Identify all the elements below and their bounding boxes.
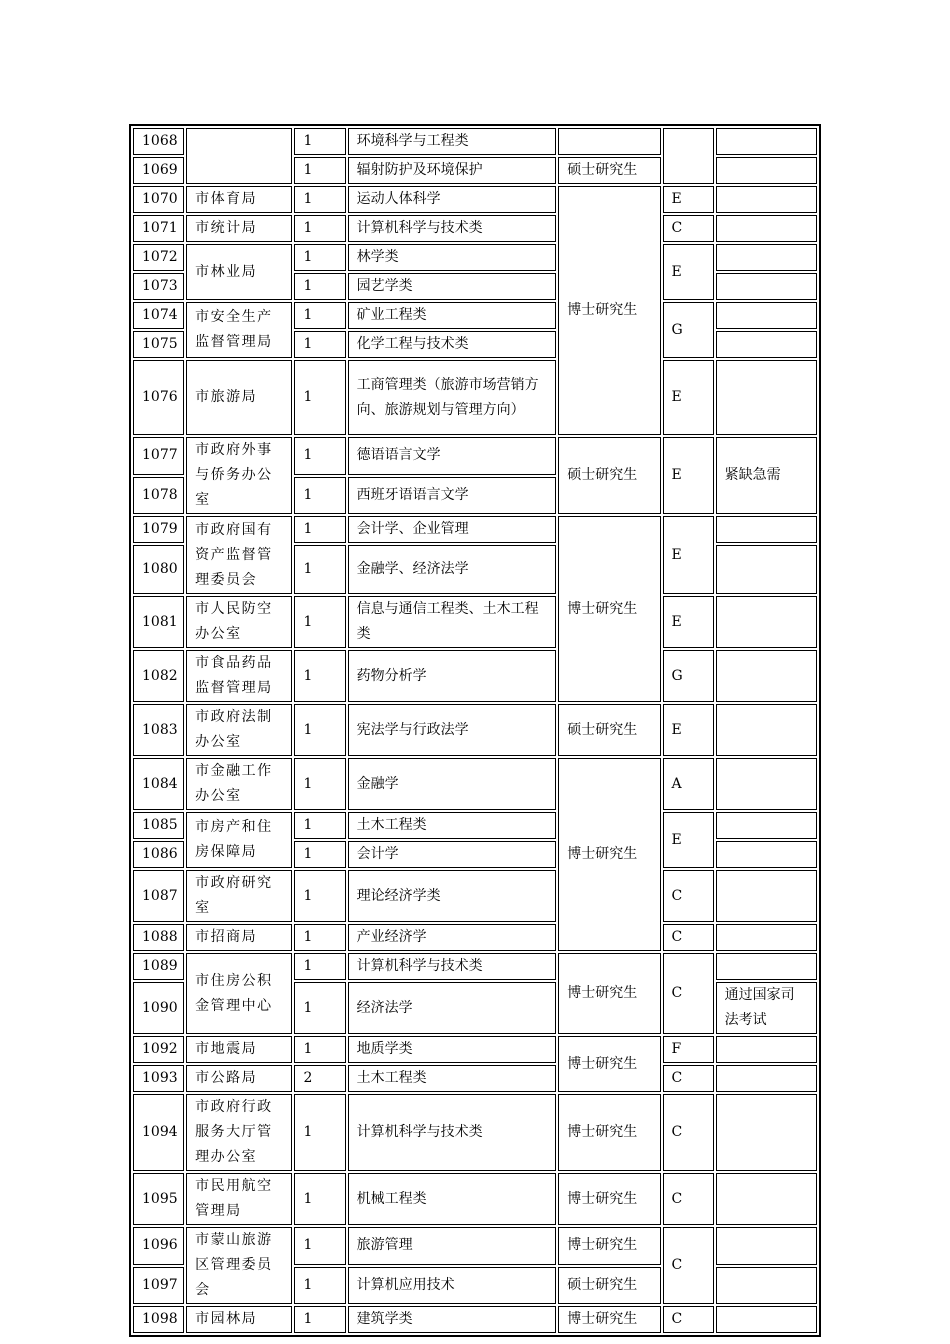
department: 市政府行政服务大厅管理办公室 [186, 1094, 292, 1171]
headcount: 1 [294, 437, 345, 475]
position-id: 1095 [133, 1173, 184, 1225]
category: C [663, 1065, 714, 1092]
table-row [133, 812, 817, 839]
recruitment-table [129, 124, 821, 1337]
remark [716, 1065, 817, 1092]
headcount: 1 [294, 953, 345, 980]
position-id: 1086 [133, 841, 184, 868]
headcount: 1 [294, 516, 345, 543]
major: 西班牙语语言文学 [348, 477, 557, 515]
major: 辐射防护及环境保护 [348, 157, 557, 184]
remark [716, 924, 817, 951]
headcount: 1 [294, 360, 345, 435]
major: 会计学、企业管理 [348, 516, 557, 543]
category: G [663, 302, 714, 358]
table-row [133, 128, 817, 155]
department [186, 128, 292, 184]
position-id: 1076 [133, 360, 184, 435]
table-row [133, 924, 817, 951]
remark [716, 650, 817, 702]
position-id: 1089 [133, 953, 184, 980]
table-row [133, 1306, 817, 1333]
position-id: 1090 [133, 982, 184, 1034]
position-id: 1096 [133, 1227, 184, 1265]
major: 林学类 [348, 244, 557, 271]
position-id: 1081 [133, 596, 184, 648]
headcount: 1 [294, 650, 345, 702]
major: 运动人体科学 [348, 186, 557, 213]
category [663, 128, 714, 184]
remark: 通过国家司法考试 [716, 982, 817, 1034]
major: 计算机科学与技术类 [348, 953, 557, 980]
remark [716, 1173, 817, 1225]
table-row [133, 1173, 817, 1225]
major: 旅游管理 [348, 1227, 557, 1265]
remark [716, 812, 817, 839]
headcount: 1 [294, 1267, 345, 1305]
category: E [663, 596, 714, 648]
headcount: 1 [294, 841, 345, 868]
headcount: 1 [294, 186, 345, 213]
major: 机械工程类 [348, 1173, 557, 1225]
headcount: 1 [294, 704, 345, 756]
major: 园艺学类 [348, 273, 557, 300]
position-id: 1080 [133, 545, 184, 594]
degree: 博士研究生 [558, 1173, 660, 1225]
department: 市地震局 [186, 1036, 292, 1063]
department: 市人民防空办公室 [186, 596, 292, 648]
department: 市政府国有资产监督管理委员会 [186, 516, 292, 594]
category: C [663, 215, 714, 242]
category: E [663, 360, 714, 435]
headcount: 1 [294, 758, 345, 810]
major: 金融学 [348, 758, 557, 810]
degree: 博士研究生 [558, 516, 660, 702]
remark [716, 244, 817, 271]
headcount: 1 [294, 596, 345, 648]
remark [716, 545, 817, 594]
table-row [133, 1227, 817, 1265]
major: 计算机科学与技术类 [348, 215, 557, 242]
remark [716, 953, 817, 980]
headcount: 1 [294, 870, 345, 922]
position-id: 1085 [133, 812, 184, 839]
degree: 博士研究生 [558, 953, 660, 1034]
remark [716, 273, 817, 300]
category: F [663, 1036, 714, 1063]
table-row [133, 953, 817, 980]
major: 土木工程类 [348, 812, 557, 839]
table-row [133, 437, 817, 475]
department: 市金融工作办公室 [186, 758, 292, 810]
recruitment-table-container [129, 124, 821, 1337]
major: 工商管理类（旅游市场营销方向、旅游规划与管理方向） [348, 360, 557, 435]
major: 德语语言文学 [348, 437, 557, 475]
major: 宪法学与行政法学 [348, 704, 557, 756]
position-id: 1071 [133, 215, 184, 242]
department: 市政府法制办公室 [186, 704, 292, 756]
headcount: 1 [294, 157, 345, 184]
headcount: 1 [294, 1227, 345, 1265]
remark [716, 516, 817, 543]
department: 市安全生产监督管理局 [186, 302, 292, 358]
remark [716, 157, 817, 184]
position-id: 1093 [133, 1065, 184, 1092]
major: 土木工程类 [348, 1065, 557, 1092]
degree: 硕士研究生 [558, 437, 660, 514]
headcount: 1 [294, 302, 345, 329]
position-id: 1070 [133, 186, 184, 213]
category: C [663, 1094, 714, 1171]
table-row [133, 215, 817, 242]
category: C [663, 1227, 714, 1304]
degree: 博士研究生 [558, 186, 660, 435]
category: E [663, 186, 714, 213]
department: 市园林局 [186, 1306, 292, 1333]
category: C [663, 870, 714, 922]
category: E [663, 437, 714, 514]
department: 市民用航空管理局 [186, 1173, 292, 1225]
table-row [133, 870, 817, 922]
degree: 硕士研究生 [558, 157, 660, 184]
department: 市蒙山旅游区管理委员会 [186, 1227, 292, 1304]
table-row [133, 302, 817, 329]
category: E [663, 812, 714, 868]
major: 地质学类 [348, 1036, 557, 1063]
category: C [663, 1306, 714, 1333]
position-id: 1092 [133, 1036, 184, 1063]
department: 市政府研究室 [186, 870, 292, 922]
position-id: 1077 [133, 437, 184, 475]
remark [716, 1267, 817, 1305]
remark [716, 186, 817, 213]
headcount: 1 [294, 812, 345, 839]
headcount: 1 [294, 1094, 345, 1171]
position-id: 1087 [133, 870, 184, 922]
major: 理论经济学类 [348, 870, 557, 922]
table-row [133, 758, 817, 810]
degree: 博士研究生 [558, 758, 660, 951]
department: 市住房公积金管理中心 [186, 953, 292, 1034]
major: 建筑学类 [348, 1306, 557, 1333]
table-row [133, 360, 817, 435]
remark [716, 870, 817, 922]
major: 化学工程与技术类 [348, 331, 557, 358]
position-id: 1082 [133, 650, 184, 702]
headcount: 1 [294, 1173, 345, 1225]
department: 市公路局 [186, 1065, 292, 1092]
headcount: 1 [294, 1306, 345, 1333]
remark [716, 758, 817, 810]
remark [716, 1306, 817, 1333]
headcount: 1 [294, 545, 345, 594]
major: 金融学、经济法学 [348, 545, 557, 594]
headcount: 1 [294, 128, 345, 155]
major: 产业经济学 [348, 924, 557, 951]
table-row [133, 186, 817, 213]
position-id: 1079 [133, 516, 184, 543]
position-id: 1075 [133, 331, 184, 358]
category: E [663, 244, 714, 300]
headcount: 2 [294, 1065, 345, 1092]
headcount: 1 [294, 477, 345, 515]
position-id: 1072 [133, 244, 184, 271]
major: 会计学 [348, 841, 557, 868]
remark [716, 331, 817, 358]
remark [716, 302, 817, 329]
category: E [663, 516, 714, 594]
remark [716, 1036, 817, 1063]
department: 市房产和住房保障局 [186, 812, 292, 868]
department: 市招商局 [186, 924, 292, 951]
headcount: 1 [294, 924, 345, 951]
department: 市统计局 [186, 215, 292, 242]
position-id: 1073 [133, 273, 184, 300]
department: 市林业局 [186, 244, 292, 300]
category: G [663, 650, 714, 702]
remark [716, 1094, 817, 1171]
remark [716, 841, 817, 868]
position-id: 1084 [133, 758, 184, 810]
department: 市政府外事与侨务办公室 [186, 437, 292, 514]
remark [716, 704, 817, 756]
table-row [133, 516, 817, 543]
remark [716, 360, 817, 435]
remark: 紧缺急需 [716, 437, 817, 514]
position-id: 1097 [133, 1267, 184, 1305]
headcount: 1 [294, 215, 345, 242]
position-id: 1069 [133, 157, 184, 184]
headcount: 1 [294, 1036, 345, 1063]
major: 计算机科学与技术类 [348, 1094, 557, 1171]
degree: 硕士研究生 [558, 704, 660, 756]
remark [716, 596, 817, 648]
table-row [133, 650, 817, 702]
category: E [663, 704, 714, 756]
major: 矿业工程类 [348, 302, 557, 329]
table-row [133, 704, 817, 756]
headcount: 1 [294, 331, 345, 358]
position-id: 1074 [133, 302, 184, 329]
table-row [133, 244, 817, 271]
major: 计算机应用技术 [348, 1267, 557, 1305]
table-row [133, 596, 817, 648]
position-id: 1088 [133, 924, 184, 951]
degree: 博士研究生 [558, 1306, 660, 1333]
category: C [663, 953, 714, 1034]
position-id: 1083 [133, 704, 184, 756]
major: 经济法学 [348, 982, 557, 1034]
department: 市体育局 [186, 186, 292, 213]
department: 市旅游局 [186, 360, 292, 435]
position-id: 1094 [133, 1094, 184, 1171]
degree: 博士研究生 [558, 1227, 660, 1265]
table-row [133, 1094, 817, 1171]
degree [558, 128, 660, 155]
degree: 硕士研究生 [558, 1267, 660, 1305]
remark [716, 128, 817, 155]
headcount: 1 [294, 273, 345, 300]
major: 药物分析学 [348, 650, 557, 702]
category: A [663, 758, 714, 810]
table-row [133, 1036, 817, 1063]
table-row [133, 1065, 817, 1092]
headcount: 1 [294, 982, 345, 1034]
degree: 博士研究生 [558, 1094, 660, 1171]
headcount: 1 [294, 244, 345, 271]
remark [716, 1227, 817, 1265]
degree: 博士研究生 [558, 1036, 660, 1092]
category: C [663, 1173, 714, 1225]
major: 环境科学与工程类 [348, 128, 557, 155]
major: 信息与通信工程类、土木工程类 [348, 596, 557, 648]
remark [716, 215, 817, 242]
position-id: 1068 [133, 128, 184, 155]
position-id: 1078 [133, 477, 184, 515]
category: C [663, 924, 714, 951]
department: 市食品药品监督管理局 [186, 650, 292, 702]
position-id: 1098 [133, 1306, 184, 1333]
